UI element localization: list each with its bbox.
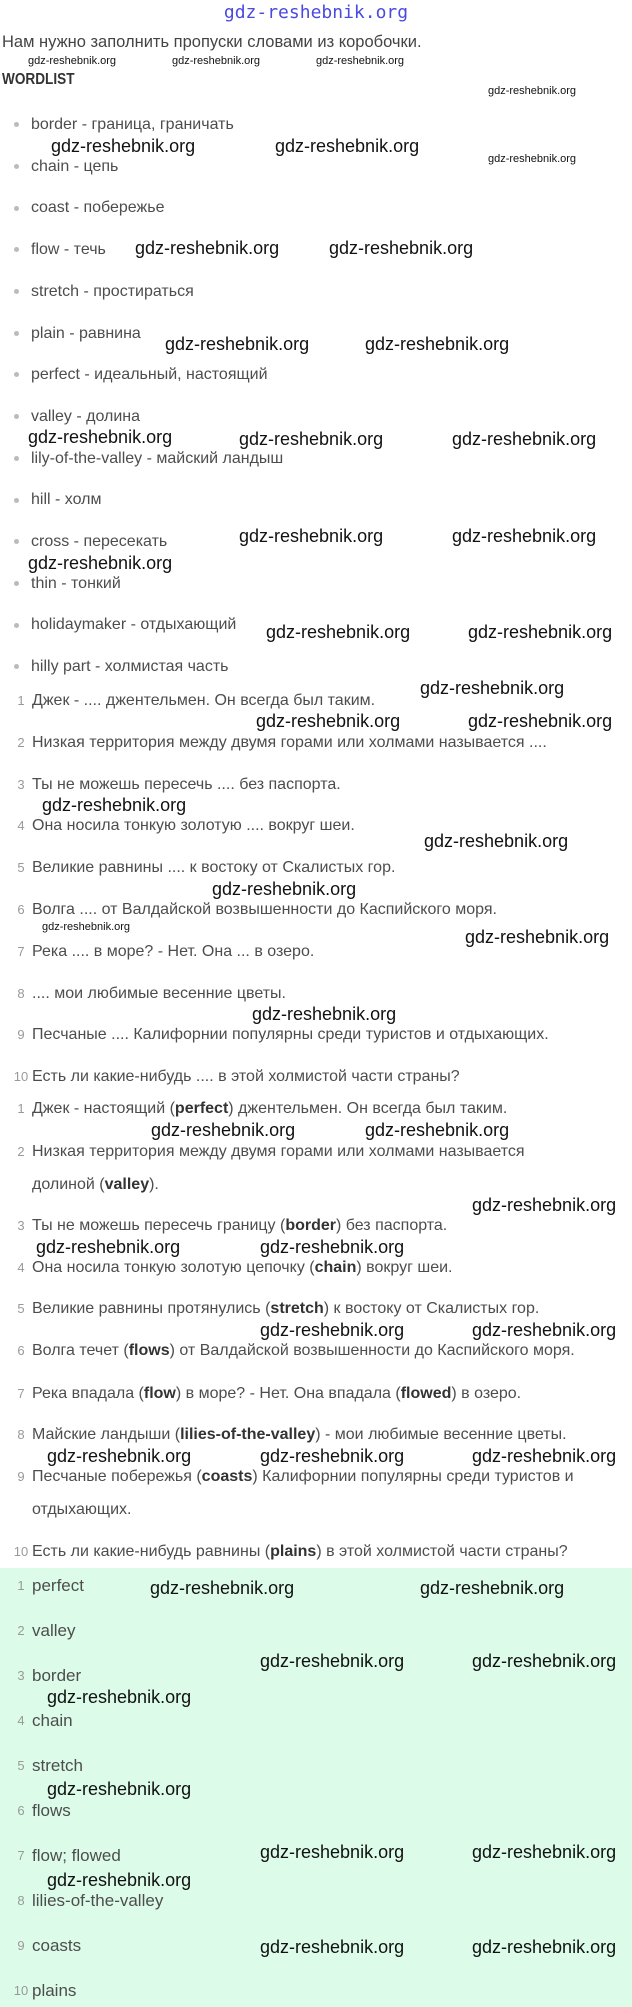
short-answer-text: flow; flowed [32,1846,121,1865]
answer-keyword: valley [104,1176,150,1193]
exercise-text: Река .... в море? - Нет. Она ... в озеро. [32,942,315,960]
bullet-icon [14,289,19,294]
short-answer-text: plains [32,1981,77,2000]
watermark-text: gdz-reshebnik.org [42,795,187,815]
short-answer-text: border [32,1666,82,1685]
watermark-text: gdz-reshebnik.org [47,1687,192,1707]
watermark-text: gdz-reshebnik.org [260,1320,405,1340]
wordlist-item [14,490,101,510]
watermark-text: gdz-reshebnik.org [329,238,474,258]
bullet-icon [14,331,19,336]
answer-text-part: Волга течет ( [32,1342,129,1359]
watermark-text: gdz-reshebnik.org [165,334,310,354]
bullet-icon [14,247,19,252]
site-logo[interactable]: gdz-reshebnik.org [223,2,409,23]
answer-keyword: perfect [174,1100,229,1117]
short-answer-item [10,1704,620,1737]
item-number: 2 [17,1623,25,1638]
wordlist-item-text: stretch - простираться [31,282,194,300]
wordlist-item-text: thin - тонкий [31,574,121,592]
wordlist-item-text: hilly part - холмистая часть [31,658,229,676]
item-number: 7 [17,943,25,959]
answer-item [10,1535,610,1568]
answer-text-part: Майские ландыши ( [32,1426,181,1443]
watermark-text: gdz-reshebnik.org [420,1578,565,1598]
wordlist-item [14,574,121,594]
wordlist-item [14,198,164,218]
item-number: 6 [17,1803,25,1818]
watermark-text: gdz-reshebnik.org [28,55,117,67]
bullet-icon [14,498,19,503]
watermark-text: gdz-reshebnik.org [260,1937,405,1957]
exercise-item [10,1060,620,1093]
wordlist-item [14,365,268,385]
item-number: 10 [13,1544,29,1559]
bullet-icon [14,372,19,377]
answer-text-part: ) в озеро. [451,1385,522,1402]
watermark-text: gdz-reshebnik.org [275,136,420,156]
wordlist-item-text: hill - холм [31,491,102,509]
wordlist-item [14,407,140,427]
wordlist-item [14,615,236,635]
watermark-text: gdz-reshebnik.org [42,921,131,933]
bullet-icon [14,206,19,211]
watermark-text: gdz-reshebnik.org [468,622,613,642]
wordlist-item [14,240,106,260]
watermark-text: gdz-reshebnik.org [266,622,411,642]
wordlist-item [14,532,167,552]
watermark-text: gdz-reshebnik.org [51,136,196,156]
exercise-text: Волга .... от Валдайской возвышенности до Каспийского моря. [32,901,497,918]
watermark-text: gdz-reshebnik.org [365,334,510,354]
wordlist-item [14,157,118,177]
short-answer-text: stretch [32,1756,84,1775]
watermark-text: gdz-reshebnik.org [47,1870,192,1890]
wordlist-item [14,115,234,135]
item-number: 3 [17,1668,25,1683]
answer-keyword: flow [143,1385,176,1402]
short-answer-text: flows [32,1801,71,1820]
answer-keyword: stretch [270,1300,324,1317]
watermark-text: gdz-reshebnik.org [47,1446,192,1466]
item-number: 6 [17,1343,25,1358]
short-answer-text: valley [32,1621,76,1640]
watermark-text: gdz-reshebnik.org [465,927,610,947]
item-number: 2 [17,734,25,750]
bullet-icon [14,164,19,169]
bullet-icon [14,539,19,544]
item-number: 9 [17,1469,25,1484]
item-number: 8 [17,985,25,1001]
answer-text-part: ) в этой холмистой части страны? [316,1543,568,1560]
short-answer-item [10,1749,620,1782]
answer-text-part: ) к востоку от Скалистых гор. [323,1300,540,1317]
wordlist-item [14,324,141,344]
wordlist-item [14,449,283,469]
exercise-text: Она носила тонкую золотую .... вокруг шеи. [32,817,355,835]
watermark-text: gdz-reshebnik.org [468,711,613,731]
bullet-icon [14,122,19,127]
item-number: 9 [17,1027,25,1043]
item-number: 8 [17,1427,25,1442]
watermark-text: gdz-reshebnik.org [316,55,405,67]
short-answer-text: lilies-of-the-valley [32,1891,164,1910]
item-number: 5 [17,1301,25,1316]
watermark-text: gdz-reshebnik.org [135,238,280,258]
answer-text-part: ) вокруг шеи. [356,1259,453,1276]
answer-text [32,1535,610,1568]
item-number: 5 [17,1758,25,1773]
item-number: 10 [13,1069,29,1085]
answer-text-part: Великие равнины протянулись ( [32,1300,271,1317]
watermark-text: gdz-reshebnik.org [47,1779,192,1799]
watermark-text: gdz-reshebnik.org [420,678,565,698]
answer-text-part: ) без паспорта. [336,1217,448,1234]
item-number: 1 [17,1101,25,1116]
item-number: 3 [17,776,25,792]
answer-text-part: ) джентельмен. Он всегда был таким. [228,1100,508,1117]
short-answer-text: chain [32,1711,73,1730]
watermark-text: gdz-reshebnik.org [472,1842,617,1862]
watermark-text: gdz-reshebnik.org [452,526,597,546]
watermark-text: gdz-reshebnik.org [260,1446,405,1466]
answer-item [10,1135,570,1201]
item-number: 7 [17,1848,25,1863]
exercise-text: Ты не можешь пересечь .... без паспорта. [32,775,341,793]
watermark-text: gdz-reshebnik.org [472,1937,617,1957]
item-number: 3 [17,1218,25,1233]
answer-text [32,1377,610,1410]
item-number: 1 [17,693,25,708]
watermark-text: gdz-reshebnik.org [212,879,357,899]
watermark-text: gdz-reshebnik.org [151,1120,296,1140]
watermark-text: gdz-reshebnik.org [472,1651,617,1671]
watermark-text: gdz-reshebnik.org [252,1004,397,1024]
wordlist-item-text: coast - побережье [31,199,165,217]
short-answer-item [10,1974,620,2007]
bullet-icon [14,581,19,586]
item-number: 4 [17,1260,25,1275]
watermark-text: gdz-reshebnik.org [488,153,577,165]
item-number: 4 [17,1713,25,1728]
watermark-text: gdz-reshebnik.org [239,429,384,449]
answer-keyword: coasts [201,1468,253,1485]
answer-keyword: chain [314,1259,357,1276]
watermark-text: gdz-reshebnik.org [172,55,261,67]
watermark-text: gdz-reshebnik.org [239,526,384,546]
watermark-text: gdz-reshebnik.org [260,1237,405,1257]
watermark-text: gdz-reshebnik.org [150,1578,295,1598]
answer-text-part: Есть ли какие-нибудь равнины ( [32,1543,271,1560]
watermark-text: gdz-reshebnik.org [256,711,401,731]
wordlist-item-text: chain - цепь [31,157,119,175]
wordlist-item-text: cross - пересекать [31,533,168,550]
watermark-text: gdz-reshebnik.org [36,1237,181,1257]
answer-text [32,1135,570,1201]
answer-text-part: Песчаные побережья ( [32,1468,202,1485]
answer-item [10,1377,610,1410]
item-number: 6 [17,902,25,917]
bullet-icon [14,456,19,461]
answer-keyword: plains [270,1543,317,1560]
wordlist-item-text: valley - долина [31,407,141,425]
answer-text-part: ) в море? - Нет. Она впадала ( [175,1385,401,1402]
item-number: 9 [17,1938,25,1953]
watermark-text: gdz-reshebnik.org [424,831,569,851]
watermark-text: gdz-reshebnik.org [260,1651,405,1671]
answer-item [10,1092,610,1125]
wordlist-item-text: border - граница, граничать [31,116,234,133]
item-number: 10 [13,1983,29,1998]
answer-keyword: lilies-of-the-valley [180,1426,316,1443]
bullet-icon [14,664,19,669]
wordlist-item-text: flow - течь [31,241,106,259]
short-answer-text: coasts [32,1936,82,1955]
wordlist-item-text: lily-of-the-valley - майский ландыш [31,449,284,467]
answer-text-part: Джек - настоящий ( [32,1100,175,1117]
exercise-text: .... мои любимые весенние цветы. [32,984,286,1002]
answer-text-part: ) - мои любимые весенние цветы. [315,1426,567,1443]
exercise-text: Великие равнины .... к востоку от Скалистых гор. [32,859,396,877]
watermark-text: gdz-reshebnik.org [452,429,597,449]
wordlist-item [14,282,194,302]
watermark-text: gdz-reshebnik.org [472,1320,617,1340]
item-number: 7 [17,1386,25,1401]
answer-item [10,1460,610,1526]
watermark-text: gdz-reshebnik.org [28,427,173,447]
watermark-text: gdz-reshebnik.org [260,1842,405,1862]
short-answer-text: perfect [32,1576,84,1595]
answer-text-part: Ты не можешь пересечь границу ( [32,1217,286,1234]
answer-text-part: ) Калифорнии популярны среди туристов и отдыхающих. [32,1468,574,1518]
watermark-text: gdz-reshebnik.org [472,1195,617,1215]
exercise-text: Есть ли какие-нибудь .... в этой холмистой части страны? [32,1068,460,1086]
wordlist-item-text: perfect - идеальный, настоящий [31,366,268,384]
item-number: 1 [17,1578,25,1593]
exercise-text: Джек - .... джентельмен. Он всегда был таким. [32,692,376,709]
wordlist-item [14,657,229,677]
answer-keyword: flowed [400,1385,452,1402]
watermark-text: gdz-reshebnik.org [488,85,577,97]
wordlist-item-text: plain - равнина [31,324,141,342]
item-number: 8 [17,1893,25,1908]
exercise-text: Низкая территория между двумя горами или холмами называется .... [32,733,547,751]
watermark-text: gdz-reshebnik.org [472,1446,617,1466]
item-number: 5 [17,860,25,876]
answer-text-part: ) от Валдайской возвышенности до Каспийского моря. [169,1342,575,1359]
answer-text-part: Она носила тонкую золотую цепочку ( [32,1259,315,1276]
answer-text-part: ). [149,1176,159,1193]
watermark-text: gdz-reshebnik.org [28,553,173,573]
item-number: 4 [17,818,25,834]
watermark-text: gdz-reshebnik.org [365,1120,510,1140]
task-instruction: Нам нужно заполнить пропуски словами из коробочки. [2,33,422,51]
answer-text-part: Река впадала ( [32,1385,144,1402]
answer-text-part: Низкая территория между двумя горами или холмами называется долиной ( [32,1143,525,1193]
bullet-icon [14,623,19,628]
short-answer-item [10,1614,620,1647]
answer-keyword: border [285,1217,336,1234]
bullet-icon [14,414,19,419]
exercise-text: Песчаные .... Калифорнии популярны среди туристов и отдыхающих. [32,1026,549,1044]
answer-keyword: flows [128,1342,170,1359]
answer-text [32,1460,610,1526]
item-number: 2 [17,1144,25,1159]
wordlist-heading: WORDLIST [2,71,75,88]
answer-text [32,1092,610,1125]
wordlist-item-text: holidaymaker - отдыхающий [31,616,237,634]
